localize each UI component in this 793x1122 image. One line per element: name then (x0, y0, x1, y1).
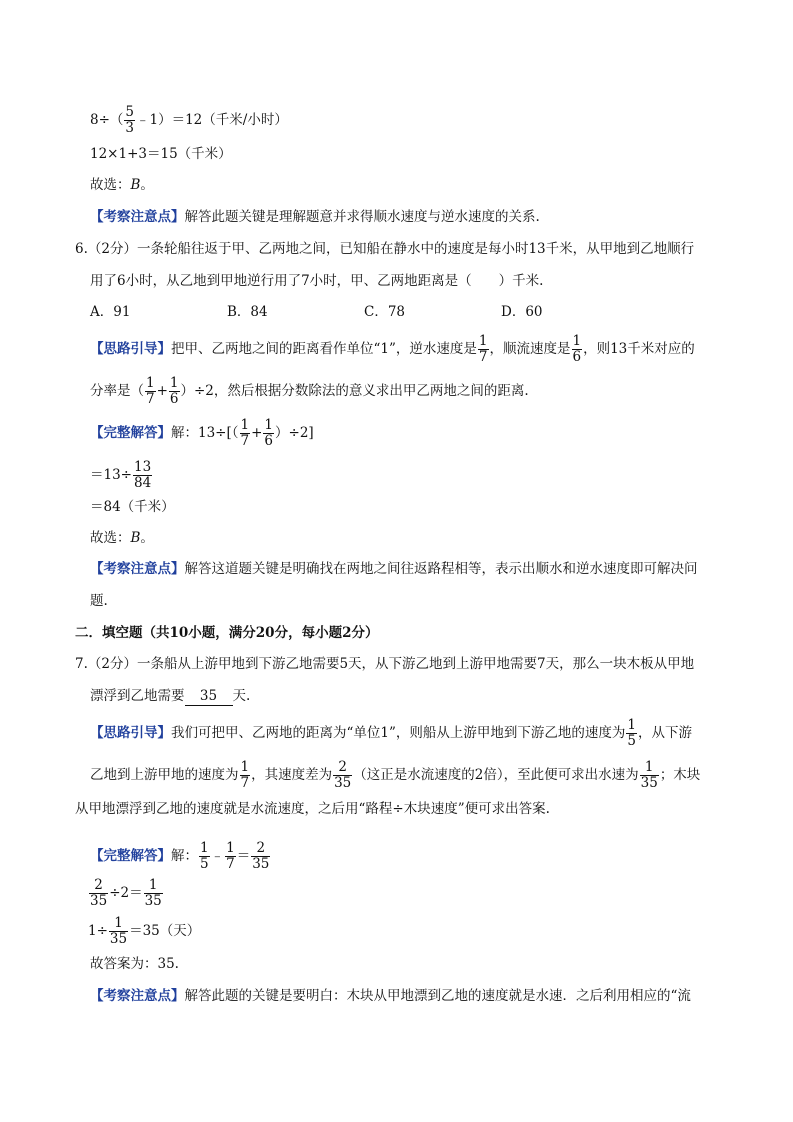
fraction: $\frac{5}{3}$ (125, 104, 134, 136)
q6-step1: ＝13÷ $\frac{13}{84}$ (90, 459, 152, 491)
q7-stem-line1: 7.（2分）一条船从上游甲地到下游乙地需要5天，从下游乙地到上游甲地需要7天，那么一块木板从甲地 (75, 656, 695, 672)
sol5-step2: 12×1+3＝15（千米） (90, 146, 232, 162)
q6-note-line1: 【考察注意点】解答这道题关键是明确找在两地之间往返路程相等，表示出顺水和逆水速度即可解决问 (90, 561, 698, 577)
answer-blank: 35 (185, 687, 233, 706)
note-tag: 【考察注意点】 (90, 988, 185, 1004)
q6-stem-line1: 6.（2分）一条轮船往返于甲、乙两地之间，已知船在静水中的速度是每小时13千米，从甲地到乙地顺行 (75, 241, 695, 257)
section-heading: 二．填空题（共10小题，满分20分，每小题2分） (75, 625, 379, 641)
q6-stem-line2: 用了6小时，从乙地到甲地逆行用了7小时，甲、乙两地距离是（ ）千米. (90, 273, 544, 289)
fraction: $\frac{2}{35}$ (334, 759, 352, 791)
q7-step1: $\frac{2}{35}$ ÷2＝ $\frac{1}{35}$ (90, 877, 162, 909)
option-b: B．84 (227, 304, 268, 320)
q6-note-line2: 题. (90, 593, 108, 609)
answer-tag: 【完整解答】 (90, 425, 171, 441)
fraction: $\frac{1}{5}$ (627, 717, 636, 749)
hint-tag: 【思路引导】 (90, 341, 171, 357)
fraction: $\frac{1}{7}$ (240, 417, 250, 449)
q7-final: 故答案为：35. (90, 956, 179, 972)
fraction: $\frac{1}{35}$ (640, 759, 658, 791)
fraction: $\frac{1}{6}$ (264, 417, 274, 449)
q7-hint-line3: 从甲地漂浮到乙地的速度就是水流速度，之后用“路程÷木块速度”便可求出答案. (75, 801, 550, 817)
q6-choice: 故选：B。 (90, 530, 154, 546)
q7-hint-line1: 【思路引导】我们可把甲、乙两地的距离为“单位1”，则船从上游甲地到下游乙地的速度为 $\frac{1}{5}$ ，从下游 (90, 717, 692, 749)
fraction: $\frac{1}{7}$ (226, 840, 235, 872)
hint-tag: 【思路引导】 (90, 725, 171, 741)
sol5-note: 【考察注意点】解答此题关键是理解题意并求得顺水速度与逆水速度的关系. (90, 209, 540, 225)
fraction: $\frac{13}{84}$ (134, 459, 152, 491)
q6-options (90, 303, 638, 321)
option-a: A．91 (90, 304, 131, 320)
q6-hint-line1: 【思路引导】把甲、乙两地之间的距离看作单位“1”，逆水速度是 $\frac{1}{7}$ ，顺流速度是 $\frac{1}{6}$ ，则13千米对应的 (90, 333, 695, 365)
q6-answer: 【完整解答】解：13÷[（ $\frac{1}{7}$ + $\frac{1}{6}$ ）÷2] (90, 417, 314, 449)
q6-hint-line2: 分率是（ $\frac{1}{7}$ + $\frac{1}{6}$ ）÷2，然后根据分数除法的意义求出甲乙两地之间的距离. (90, 375, 529, 407)
fraction: $\frac{1}{5}$ (200, 840, 209, 872)
q6-step2: ＝84（千米） (90, 499, 175, 515)
q7-stem-line2: 漂浮到乙地需要 35 天. (90, 688, 251, 704)
note-tag: 【考察注意点】 (90, 561, 185, 577)
fraction: $\frac{1}{6}$ (572, 333, 582, 365)
note-tag: 【考察注意点】 (90, 209, 185, 225)
sol5-choice: 故选：B。 (90, 177, 154, 193)
fraction: $\frac{1}{35}$ (144, 877, 162, 909)
fraction: $\frac{2}{35}$ (90, 877, 108, 909)
q7-step2: 1÷ $\frac{1}{35}$ ＝35（天） (88, 915, 201, 947)
q7-answer: 【完整解答】解： $\frac{1}{5}$ ﹣ $\frac{1}{7}$ ＝ $\frac{2}{35}$ (90, 840, 270, 872)
fraction: $\frac{1}{35}$ (109, 915, 128, 947)
q7-hint-line2: 乙地到上游甲地的速度为 $\frac{1}{7}$ ，其速度差为 $\frac{2}{35}$ （这正是水流速度的2倍），至此便可求出水速为 $\frac{1}{35}$ ；木块 (90, 759, 701, 791)
fraction: $\frac{1}{7}$ (240, 759, 250, 791)
fraction: $\frac{1}{6}$ (169, 375, 179, 407)
fraction: $\frac{2}{35}$ (252, 840, 270, 872)
sol5-step1: 8÷（ $\frac{5}{3}$ ﹣1）＝12（千米/小时） (90, 104, 288, 136)
fraction: $\frac{1}{7}$ (478, 333, 488, 365)
option-d: D．60 (501, 304, 543, 320)
option-c: C．78 (364, 304, 406, 320)
fraction: $\frac{1}{7}$ (146, 375, 155, 407)
q7-note: 【考察注意点】解答此题的关键是要明白：木块从甲地漂到乙地的速度就是水速．之后利用相应的“流 (90, 988, 691, 1004)
answer-tag: 【完整解答】 (90, 848, 171, 864)
